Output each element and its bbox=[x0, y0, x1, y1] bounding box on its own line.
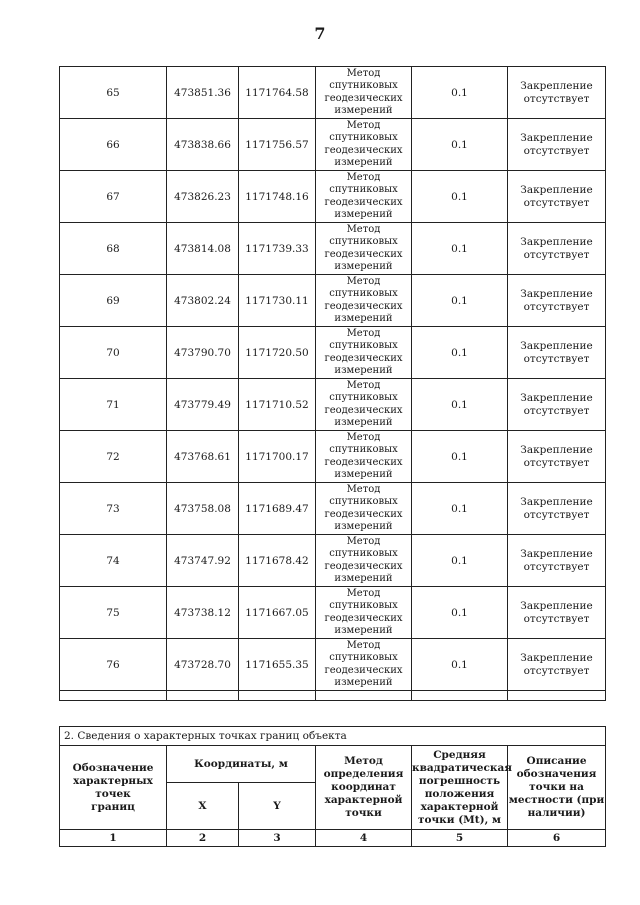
coord-y: 1171700.17 bbox=[239, 431, 316, 483]
table-row bbox=[60, 535, 606, 587]
column-number-4: 4 bbox=[316, 830, 412, 847]
coord-x: 473814.08 bbox=[167, 223, 239, 275]
method-cell: Метод спутниковых геодезических измерений bbox=[316, 171, 412, 223]
method-cell: Метод спутниковых геодезических измерений bbox=[316, 223, 412, 275]
header-coordinates: Координаты, м bbox=[167, 746, 316, 783]
table-row bbox=[60, 639, 606, 691]
fixation-cell: Закрепление отсутствует bbox=[508, 275, 606, 327]
method-cell: Метод спутниковых геодезических измерений bbox=[316, 639, 412, 691]
mt-cell: 0.1 bbox=[412, 67, 508, 119]
column-number-1: 1 bbox=[60, 830, 167, 847]
mt-cell: 0.1 bbox=[412, 327, 508, 379]
empty-cell bbox=[412, 691, 508, 701]
coord-x: 473779.49 bbox=[167, 379, 239, 431]
coord-x: 473768.61 bbox=[167, 431, 239, 483]
header-x: X bbox=[167, 783, 239, 830]
coord-y: 1171689.47 bbox=[239, 483, 316, 535]
mt-cell: 0.1 bbox=[412, 275, 508, 327]
coord-x: 473802.24 bbox=[167, 275, 239, 327]
coord-y: 1171720.50 bbox=[239, 327, 316, 379]
table-row bbox=[60, 171, 606, 223]
coord-x: 473838.66 bbox=[167, 119, 239, 171]
mt-cell: 0.1 bbox=[412, 535, 508, 587]
coord-x: 473738.12 bbox=[167, 587, 239, 639]
header-description: Описание обозначения точки на местности (при наличии) bbox=[508, 746, 606, 830]
point-number: 73 bbox=[60, 483, 167, 535]
point-number: 74 bbox=[60, 535, 167, 587]
mt-cell: 0.1 bbox=[412, 587, 508, 639]
mt-cell: 0.1 bbox=[412, 483, 508, 535]
coord-y: 1171764.58 bbox=[239, 67, 316, 119]
empty-cell bbox=[316, 691, 412, 701]
fixation-cell: Закрепление отсутствует bbox=[508, 67, 606, 119]
header-designation: Обозначение характерных точек границ bbox=[60, 746, 167, 830]
empty-cell bbox=[167, 691, 239, 701]
mt-cell: 0.1 bbox=[412, 431, 508, 483]
point-number: 72 bbox=[60, 431, 167, 483]
column-number-2: 2 bbox=[167, 830, 239, 847]
point-number: 70 bbox=[60, 327, 167, 379]
header-mt: Средняя квадратическая погрешность положения характерной точки (Mt), м bbox=[412, 746, 508, 830]
fixation-cell: Закрепление отсутствует bbox=[508, 327, 606, 379]
mt-cell: 0.1 bbox=[412, 119, 508, 171]
method-cell: Метод спутниковых геодезических измерений bbox=[316, 535, 412, 587]
points-table bbox=[59, 66, 606, 701]
point-number: 75 bbox=[60, 587, 167, 639]
column-number-3: 3 bbox=[239, 830, 316, 847]
coord-y: 1171667.05 bbox=[239, 587, 316, 639]
point-number: 65 bbox=[60, 67, 167, 119]
coord-x: 473851.36 bbox=[167, 67, 239, 119]
fixation-cell: Закрепление отсутствует bbox=[508, 587, 606, 639]
column-number-5: 5 bbox=[412, 830, 508, 847]
coord-y: 1171678.42 bbox=[239, 535, 316, 587]
table-row bbox=[60, 431, 606, 483]
coord-x: 473790.70 bbox=[167, 327, 239, 379]
section-2-table bbox=[59, 726, 606, 847]
section-title: 2. Сведения о характерных точках границ объекта bbox=[60, 727, 606, 746]
point-number: 68 bbox=[60, 223, 167, 275]
coord-y: 1171730.11 bbox=[239, 275, 316, 327]
table-row bbox=[60, 67, 606, 119]
method-cell: Метод спутниковых геодезических измерений bbox=[316, 431, 412, 483]
header-y: Y bbox=[239, 783, 316, 830]
table-row bbox=[60, 483, 606, 535]
coord-x: 473826.23 bbox=[167, 171, 239, 223]
fixation-cell: Закрепление отсутствует bbox=[508, 431, 606, 483]
fixation-cell: Закрепление отсутствует bbox=[508, 483, 606, 535]
point-number: 71 bbox=[60, 379, 167, 431]
empty-cell bbox=[60, 691, 167, 701]
coord-x: 473728.70 bbox=[167, 639, 239, 691]
mt-cell: 0.1 bbox=[412, 639, 508, 691]
coord-y: 1171710.52 bbox=[239, 379, 316, 431]
method-cell: Метод спутниковых геодезических измерений bbox=[316, 379, 412, 431]
empty-cell bbox=[508, 691, 606, 701]
table-row bbox=[60, 327, 606, 379]
coord-x: 473747.92 bbox=[167, 535, 239, 587]
fixation-cell: Закрепление отсутствует bbox=[508, 171, 606, 223]
table-row bbox=[60, 223, 606, 275]
method-cell: Метод спутниковых геодезических измерений bbox=[316, 483, 412, 535]
coord-y: 1171756.57 bbox=[239, 119, 316, 171]
mt-cell: 0.1 bbox=[412, 223, 508, 275]
table-row bbox=[60, 119, 606, 171]
table-row bbox=[60, 587, 606, 639]
fixation-cell: Закрепление отсутствует bbox=[508, 223, 606, 275]
column-number-6: 6 bbox=[508, 830, 606, 847]
coord-x: 473758.08 bbox=[167, 483, 239, 535]
point-number: 76 bbox=[60, 639, 167, 691]
point-number: 67 bbox=[60, 171, 167, 223]
method-cell: Метод спутниковых геодезических измерений bbox=[316, 275, 412, 327]
coord-y: 1171655.35 bbox=[239, 639, 316, 691]
point-number: 69 bbox=[60, 275, 167, 327]
empty-row bbox=[60, 691, 606, 701]
header-method: Метод определения координат характерной точки bbox=[316, 746, 412, 830]
table-row bbox=[60, 275, 606, 327]
page-number: 7 bbox=[314, 24, 326, 43]
fixation-cell: Закрепление отсутствует bbox=[508, 379, 606, 431]
mt-cell: 0.1 bbox=[412, 171, 508, 223]
method-cell: Метод спутниковых геодезических измерений bbox=[316, 67, 412, 119]
fixation-cell: Закрепление отсутствует bbox=[508, 639, 606, 691]
mt-cell: 0.1 bbox=[412, 379, 508, 431]
table-row bbox=[60, 379, 606, 431]
method-cell: Метод спутниковых геодезических измерений bbox=[316, 327, 412, 379]
coord-y: 1171748.16 bbox=[239, 171, 316, 223]
coord-y: 1171739.33 bbox=[239, 223, 316, 275]
points-table-body bbox=[60, 67, 606, 701]
method-cell: Метод спутниковых геодезических измерений bbox=[316, 119, 412, 171]
method-cell: Метод спутниковых геодезических измерений bbox=[316, 587, 412, 639]
empty-cell bbox=[239, 691, 316, 701]
fixation-cell: Закрепление отсутствует bbox=[508, 119, 606, 171]
fixation-cell: Закрепление отсутствует bbox=[508, 535, 606, 587]
point-number: 66 bbox=[60, 119, 167, 171]
